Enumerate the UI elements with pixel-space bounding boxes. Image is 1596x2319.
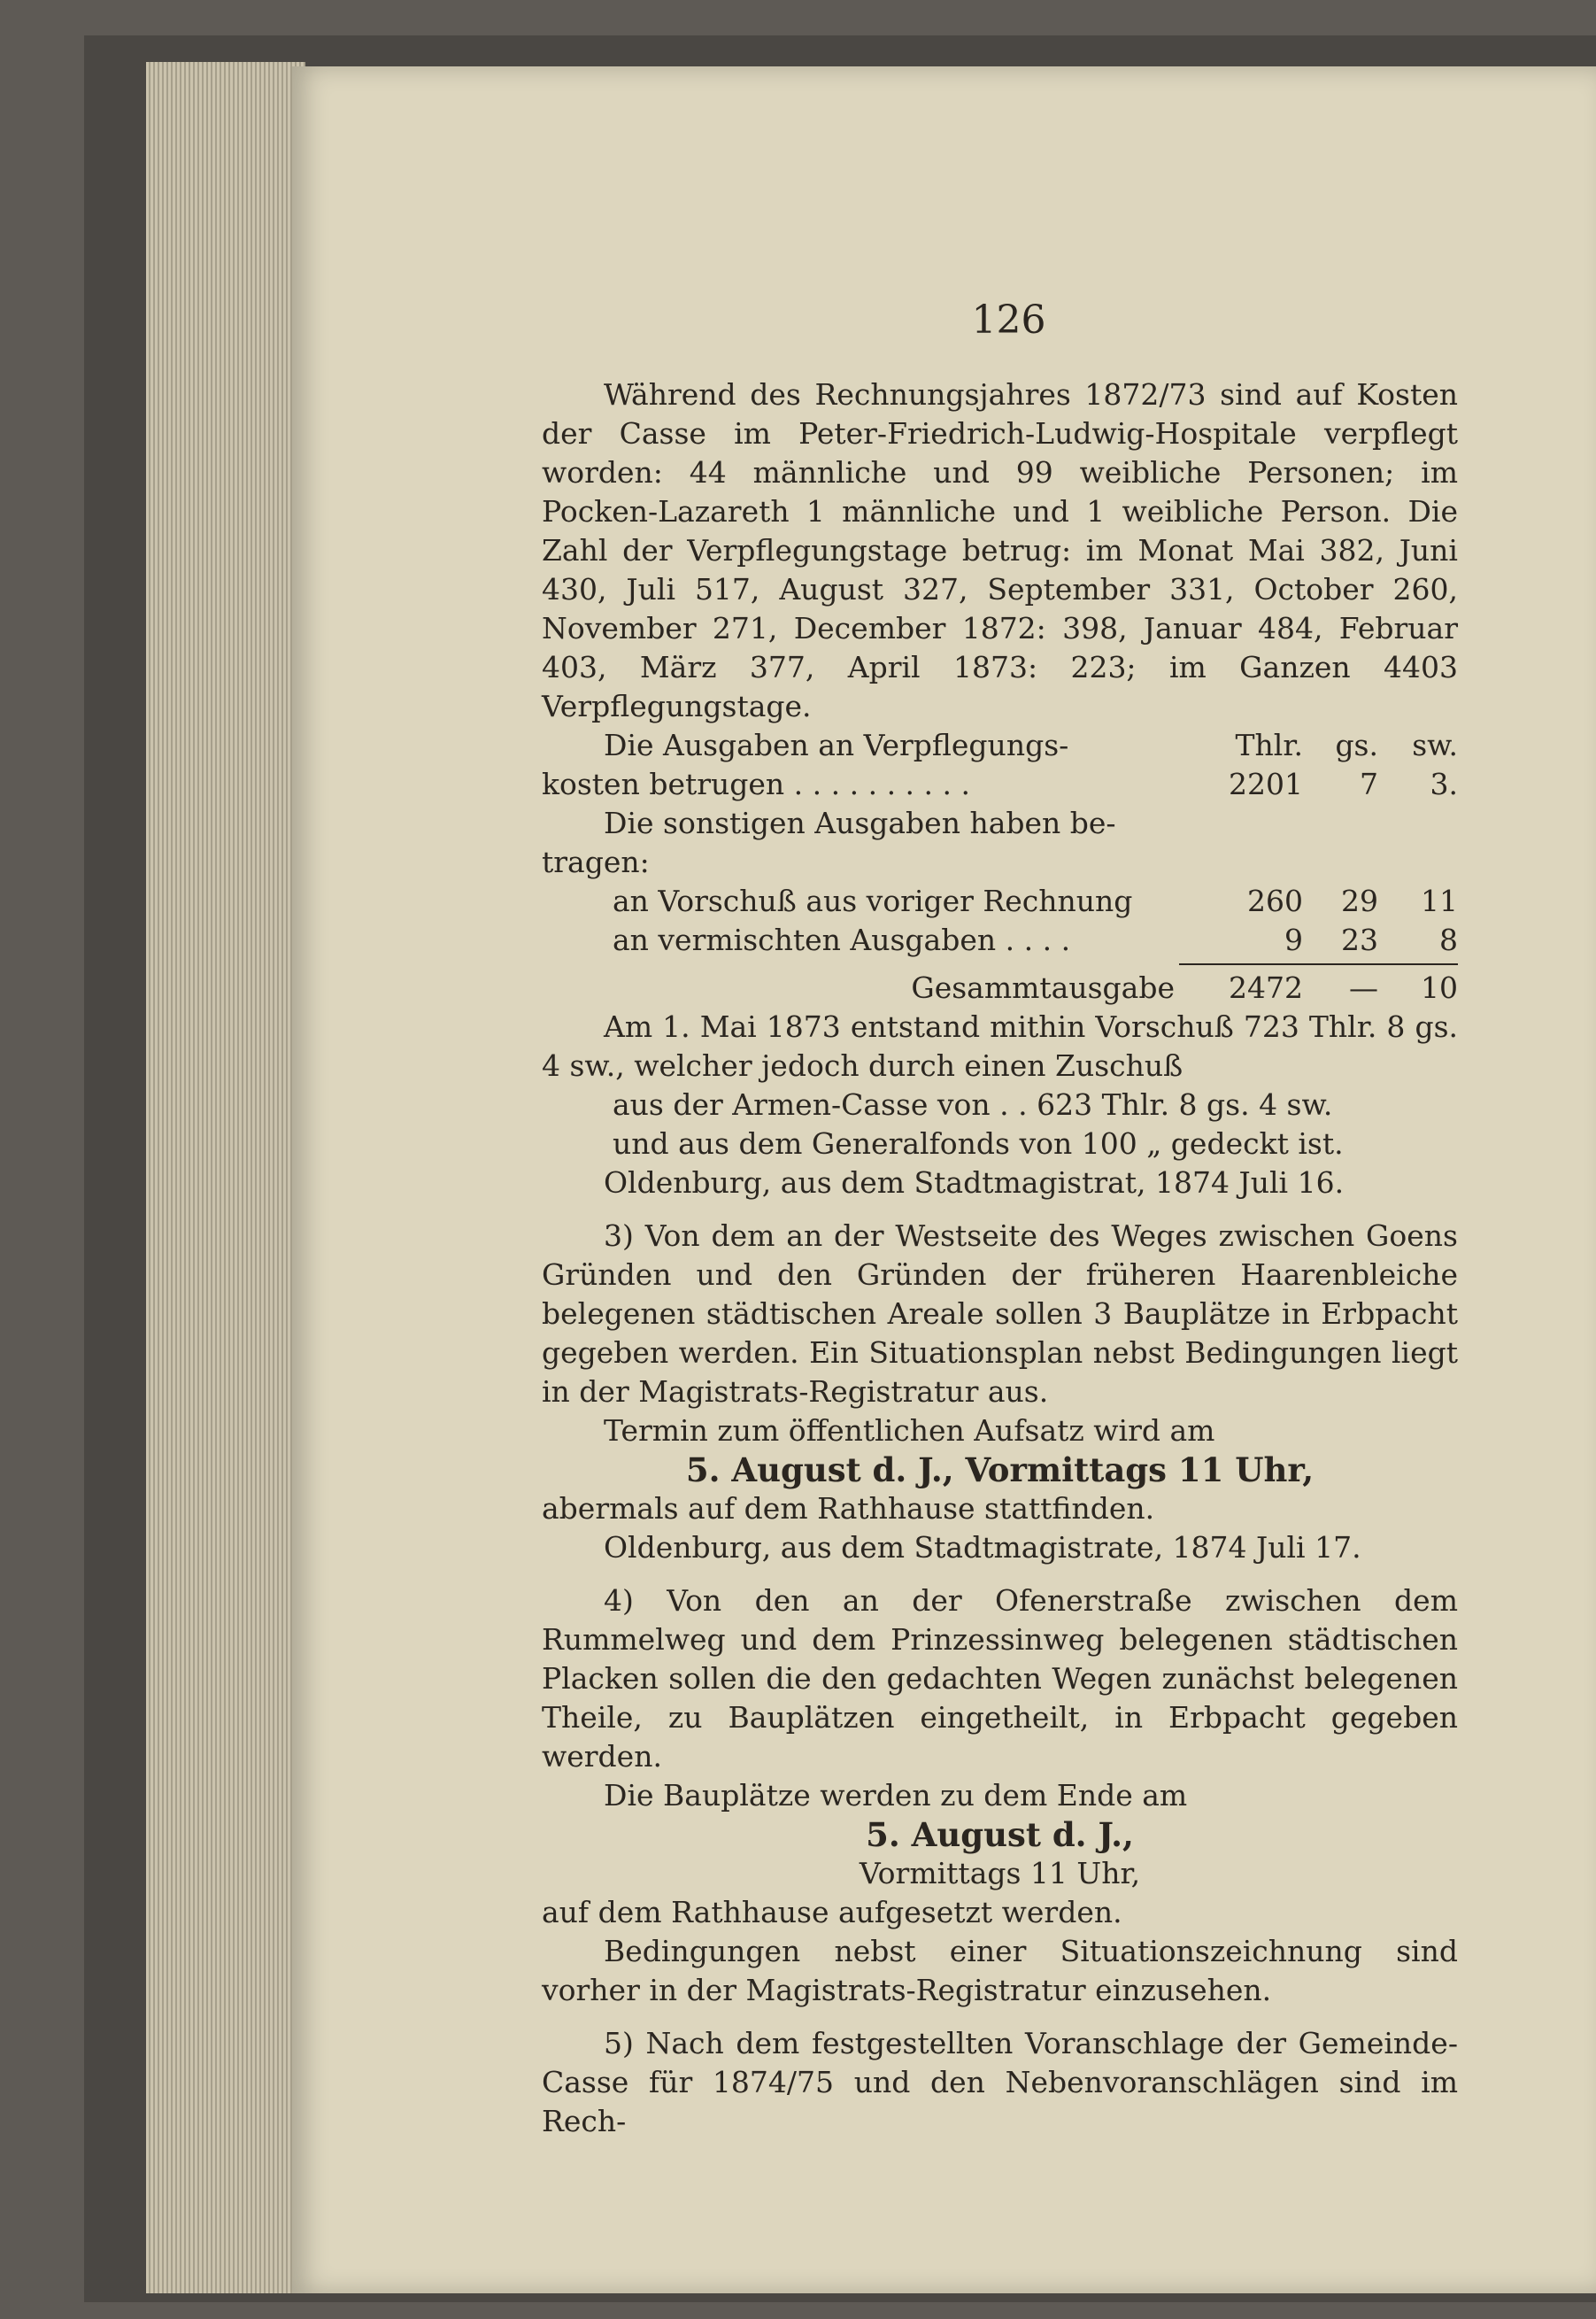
- table-row: [542, 882, 1458, 921]
- paragraph-termin: Termin zum öffentlichen Aufsatz wird am: [604, 1413, 1215, 1448]
- paragraph-voranschlag: 5) Nach dem festgestellten Voranschlage der Gemeinde-Casse für 1874/75 und den Nebenvoranschlägen sind im Rech-: [542, 2026, 1458, 2138]
- cell-gs: 29: [1341, 884, 1378, 918]
- date-heading: 5. August d. J., Vormittags 11 Uhr,: [685, 1450, 1315, 1489]
- page-number: 126: [971, 298, 1046, 343]
- table-row: [542, 765, 1458, 804]
- time-line: Vormittags 11 Uhr,: [859, 1856, 1141, 1890]
- col-header-gs: gs.: [1335, 728, 1378, 762]
- col-header-sw: sw.: [1412, 728, 1458, 762]
- paragraph-vorschuss-line: aus der Armen-Casse von . . 623 Thlr. 8 gs. 4 sw.: [613, 1087, 1333, 1122]
- total-thlr: 2472: [1229, 970, 1303, 1005]
- paragraph-rathhaus: abermals auf dem Rathhause stattfinden.: [542, 1491, 1155, 1526]
- paragraph-ofenerstrasse: 4) Von den an der Ofenerstraße zwischen dem Rummelweg und dem Prinzessinweg belegenen städtischen Placken sollen die den gedachten Wegen zunächst belegenen Theile, zu Bauplätzen eingetheilt, in Erbpacht gegeben werden.: [542, 1583, 1458, 1774]
- row-label: an vermischten Ausgaben . . . .: [613, 923, 1071, 957]
- row-label: an Vorschuß aus voriger Rechnung: [613, 884, 1133, 918]
- col-header-thlr: Thlr.: [1235, 728, 1303, 762]
- signature-line: Oldenburg, aus dem Stadtmagistrat, 1874 Juli 16.: [604, 1165, 1345, 1200]
- paragraph-hospital: Während des Rechnungsjahres 1872/73 sind auf Kosten der Casse im Peter-Friedrich-Ludwig-Hospitale verpflegt worden: 44 männliche und 99 weibliche Personen; im Pocken-Lazareth 1 männliche und 1 weibliche Person. Die Zahl der Verpflegungstage betrug: im Monat Mai 382, Juni 430, Juli 517, August 327, September 331, October 260, November 271, December 1872: 398, Januar 484, Februar 403, März 377, April 1873: 223; im Ganzen 4403 Verpflegungstage.: [542, 377, 1458, 723]
- table-row: [542, 804, 1458, 843]
- table-row: [542, 921, 1458, 960]
- table-header-label: Die Ausgaben an Verpflegungs-: [604, 728, 1069, 762]
- table-row: [542, 843, 1458, 882]
- signature-line: Oldenburg, aus dem Stadtmagistrate, 1874 Juli 17.: [604, 1530, 1361, 1565]
- cell-sw: 3.: [1430, 767, 1458, 801]
- paragraph-bedingungen: Bedingungen nebst einer Situationszeichnung sind vorher in der Magistrats-Registratur einzusehen.: [542, 1934, 1458, 2007]
- cell-sw: 8: [1439, 923, 1458, 957]
- cell-thlr: 2201: [1229, 767, 1303, 801]
- sum-rule: [1179, 963, 1458, 965]
- cell-thlr: 260: [1247, 884, 1303, 918]
- table-header-row: [542, 726, 1458, 765]
- paragraph-westseite: 3) Von dem an der Westseite des Weges zwischen Goens Gründen und den Gründen der früheren Haarenbleiche belegenen städtischen Areale sollen 3 Bauplätze in Erbpacht gegeben werden. Ein Situationsplan nebst Bedingungen liegt in der Magistrats-Registratur aus.: [542, 1218, 1458, 1409]
- page-text: [542, 298, 1458, 2141]
- row-label: kosten betrugen . . . . . . . . . .: [542, 767, 970, 801]
- cell-gs: 7: [1360, 767, 1378, 801]
- paragraph-aufgesetzt: auf dem Rathhause aufgesetzt werden.: [542, 1895, 1122, 1929]
- cell-gs: 23: [1341, 923, 1378, 957]
- total-label: Gesammtausgabe: [911, 970, 1175, 1005]
- date-heading: 5. August d. J.,: [866, 1815, 1134, 1854]
- cell-sw: 11: [1421, 884, 1458, 918]
- paragraph-vorschuss: Am 1. Mai 1873 entstand mithin Vorschuß 723 Thlr. 8 gs. 4 sw., welcher jedoch durch einen Zuschuß: [542, 1009, 1458, 1083]
- row-label: Die sonstigen Ausgaben haben be-: [604, 806, 1116, 840]
- total-sw: 10: [1421, 970, 1458, 1005]
- paragraph-bauplaetze: Die Bauplätze werden zu dem Ende am: [604, 1778, 1188, 1813]
- page-edges: [146, 62, 305, 2293]
- table-total-row: [542, 969, 1458, 1008]
- expense-table: [542, 726, 1458, 1008]
- cell-thlr: 9: [1284, 923, 1303, 957]
- paragraph-vorschuss-line: und aus dem Generalfonds von 100 „ gedeckt ist.: [613, 1126, 1344, 1161]
- total-gs: —: [1349, 970, 1378, 1005]
- row-label: tragen:: [542, 845, 650, 879]
